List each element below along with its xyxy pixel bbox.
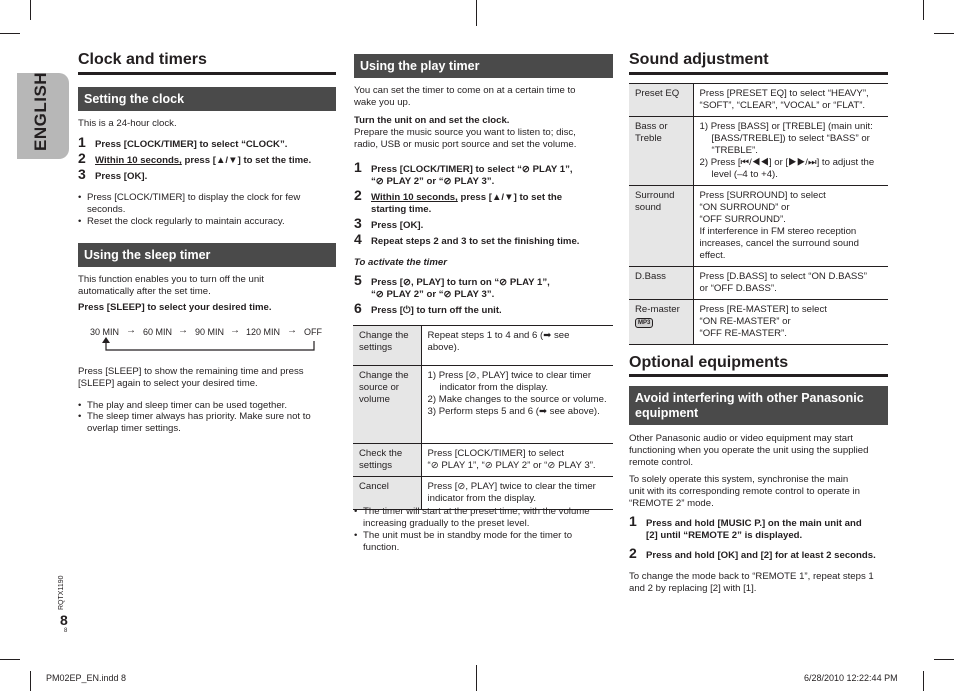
optional-para-2: To solely operate this system, synchronise the main unit with its corresponding remote control to operate in “REMOTE 2” mode. — [629, 474, 860, 509]
sleep-arrow-icon: → — [287, 325, 297, 336]
table-row — [629, 300, 888, 345]
mp3-badge-icon: MP3 — [635, 318, 653, 328]
sleep-arrow-icon: → — [230, 325, 240, 336]
page-number-small: 8 — [64, 628, 68, 634]
table-row — [629, 84, 888, 117]
play-bullet-1: • The timer will start at the preset time, with the volume increasing gradually to the preset level. — [354, 506, 614, 530]
table-row — [629, 117, 888, 186]
sleep-bullet-2: • The sleep timer always has priority. Make sure not to overlap timer settings. — [78, 411, 336, 435]
print-date: 6/28/2010 12:22:44 PM — [804, 673, 898, 683]
play-sub-heading: Turn the unit on and set the clock. — [354, 115, 510, 126]
row-desc: Press [PRESET EQ] to select “HEAVY”, “SOFT”, “CLEAR”, “VOCAL” or “FLAT”. — [693, 84, 888, 117]
title-rule — [78, 72, 336, 75]
sleep-seq-1: 60 MIN — [143, 327, 173, 337]
clock-bullet-1: • Press [CLOCK/TIMER] to display the clock for few seconds. — [78, 192, 336, 216]
row-desc: Press [CLOCK/TIMER] to select “⊘ PLAY 1”, “⊘ PLAY 2” or “⊘ PLAY 3”. — [421, 444, 613, 477]
table-row — [353, 477, 613, 510]
table-row — [353, 366, 613, 444]
play-bullet-2: • The unit must be in standby mode for the timer to function. — [354, 530, 614, 554]
clock-bullet-2: • Reset the clock regularly to maintain accuracy. — [78, 216, 336, 228]
sleep-seq-0: 30 MIN — [90, 327, 120, 337]
row-label: D.Bass — [629, 267, 693, 300]
play-intro: You can set the timer to come on at a certain time to wake you up. — [354, 85, 576, 108]
sleep-timer-heading: Using the sleep timer — [78, 243, 336, 267]
title-rule — [629, 72, 888, 75]
optional-para-1: Other Panasonic audio or video equipment may start functioning when you operate the unit using the supplied remote control. — [629, 433, 869, 468]
play-prep: Prepare the music source you want to listen to; disc, radio, USB or music port source and set the volume. — [354, 127, 577, 150]
language-label: ENGLISH — [31, 71, 50, 151]
clock-intro: This is a 24-hour clock. — [78, 118, 177, 129]
row-desc: 1) Press [⊘, PLAY] twice to clear timer indicator from the display. 2) Make changes to the source or volume. 3) Perform steps 5 and 6 (➡ see above). — [421, 366, 613, 444]
avoid-interfering-heading: Avoid interfering with other Panasonic equipment — [629, 386, 888, 425]
row-label: Bass or Treble — [629, 117, 693, 186]
row-label: Re-master MP3 — [629, 300, 693, 345]
file-name: PM02EP_EN.indd 8 — [46, 673, 127, 683]
sleep-loop-arrow — [100, 336, 320, 354]
row-label: Change the settings — [353, 326, 421, 366]
activate-heading: To activate the timer — [354, 257, 447, 268]
table-row — [629, 267, 888, 300]
clock-timers-title: Clock and timers — [78, 51, 207, 68]
row-desc: Repeat steps 1 to 4 and 6 (➡ see above). — [421, 326, 613, 366]
sound-table — [629, 83, 888, 345]
optional-para-3: To change the mode back to “REMOTE 1”, repeat steps 1 and 2 by replacing [2] with [1]. — [629, 571, 874, 594]
optional-equipments-title: Optional equipments — [629, 354, 789, 371]
sleep-seq-3: 120 MIN — [246, 327, 281, 337]
sleep-intro: This function enables you to turn off the unit automatically after the set time. — [78, 274, 264, 297]
sleep-arrow-icon: → — [126, 325, 136, 336]
row-desc: Press [D.BASS] to select “ON D.BASS” or “OFF D.BASS”. — [693, 267, 888, 300]
sleep-seq-4: OFF — [304, 327, 322, 337]
table-row — [629, 186, 888, 267]
table-row — [353, 444, 613, 477]
row-desc: Press [SURROUND] to select “ON SURROUND” or “OFF SURROUND”. If interference in FM stereo reception increases, cancel the surround sound effect. — [693, 186, 888, 267]
sound-adjustment-title: Sound adjustment — [629, 51, 769, 68]
title-rule — [629, 374, 888, 377]
sleep-seq-2: 90 MIN — [195, 327, 225, 337]
row-desc: Press [RE-MASTER] to select “ON RE-MASTER” or “OFF RE-MASTER”. — [693, 300, 888, 345]
row-desc: Press [⊘, PLAY] twice to clear the timer indicator from the display. — [421, 477, 613, 510]
row-label: Change the source or volume — [353, 366, 421, 444]
row-desc: 1) Press [BASS] or [TREBLE] (main unit: [BASS/TREBLE]) to select “BASS” or “TREBLE”. 2) Press [⏮/◀◀] or [▶▶/⏭] to adjust the level (–4 to +4). — [693, 117, 888, 186]
row-label: Preset EQ — [629, 84, 693, 117]
table-row — [353, 326, 613, 366]
play-timer-table — [353, 325, 613, 510]
language-tab — [17, 73, 69, 159]
setting-clock-heading: Setting the clock — [78, 87, 336, 111]
row-label: Check the settings — [353, 444, 421, 477]
sleep-arrow-icon: → — [178, 325, 188, 336]
sleep-instruction: Press [SLEEP] to select your desired time. — [78, 302, 272, 313]
page-number: 8 — [60, 612, 68, 628]
sleep-bullet-1: • The play and sleep timer can be used together. — [78, 400, 336, 412]
sleep-para: Press [SLEEP] to show the remaining time and press [SLEEP] again to select your desired time. — [78, 366, 304, 389]
row-label: Cancel — [353, 477, 421, 510]
document-code: RQTX1190 — [58, 575, 65, 610]
row-label: Surround sound — [629, 186, 693, 267]
play-timer-heading: Using the play timer — [354, 54, 613, 78]
